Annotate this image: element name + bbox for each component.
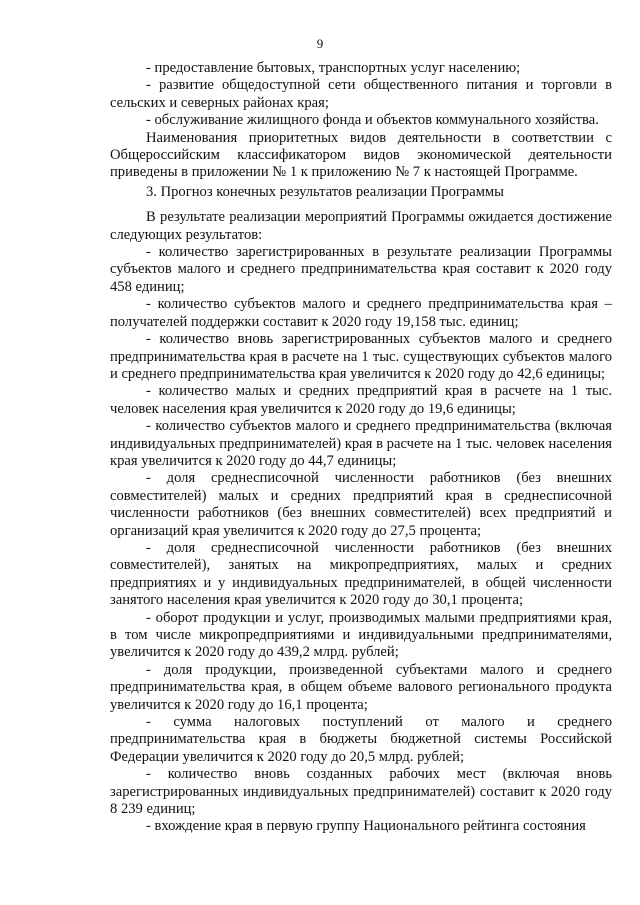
paragraph: - развитие общедоступной сети общественного питания и торговли в сельских и северных районах края; — [110, 77, 612, 111]
result-item: - количество субъектов малого и среднего предпринимательства (включая индивидуальных предпринимателей) края в расчете на 1 тыс. человек населения края увеличится к 2020 году до 44,7 единицы; — [110, 418, 612, 469]
result-item: - доля среднесписочной численности работников (без внешних совместителей), занятых на микропредприятиях, малых и средних предприятиях и у индивидуальных предпринимателей, в общей численности занятого населения края увеличится к 2020 году до 30,1 процента; — [110, 539, 612, 609]
paragraph: - предоставление бытовых, транспортных услуг населению; — [146, 60, 521, 76]
document-body — [110, 60, 612, 836]
section-heading: 3. Прогноз конечных результатов реализации Программы — [146, 183, 504, 200]
result-item: - количество субъектов малого и среднего предпринимательства края – получателей поддержки составит к 2020 году 19,158 тыс. единиц; — [110, 296, 612, 330]
result-item: - доля продукции, произведенной субъектами малого и среднего предпринимательства края, в общем объеме валового регионального продукта увеличится к 2020 году до 16,1 процента; — [110, 661, 612, 713]
paragraph: Наименования приоритетных видов деятельности в соответствии с Общероссийским классификатором видов экономической деятельности приведены в приложении № 1 к приложению № 7 к настоящей Программе. — [110, 129, 612, 181]
paragraph: - обслуживание жилищного фонда и объектов коммунального хозяйства. — [146, 112, 599, 129]
result-item: - доля среднесписочной численности работников (без внешних совместителей) малых и средних предприятий края в среднесписочной численности работников (без внешних совместителей) всех предприятий и организаций края увеличится к 2020 году до 27,5 процента; — [110, 470, 612, 539]
result-item: - оборот продукции и услуг, производимых малыми предприятиями края, в том числе микропредприятиями и индивидуальными предпринимателями, увеличится к 2020 году до 439,2 млрд. рублей; — [110, 609, 612, 661]
page-number: 9 — [316, 36, 324, 51]
result-item: - количество вновь созданных рабочих мест (включая вновь зарегистрированных индивидуальных предпринимателей) составит к 2020 году 8 239 единиц; — [110, 766, 612, 818]
result-item: - сумма налоговых поступлений от малого и среднего предпринимательства края в бюджеты бюджетной системы Российской Федерации увеличится к 2020 году до 20,5 млрд. рублей; — [110, 714, 612, 765]
result-item: - количество зарегистрированных в результате реализации Программы субъектов малого и среднего предпринимательства края составит к 2020 году 458 единиц; — [110, 244, 612, 295]
result-item: - количество малых и средних предприятий края в расчете на 1 тыс. человек населения края увеличится к 2020 году до 19,6 единицы; — [110, 383, 612, 417]
result-item: - вхождение края в первую группу Национального рейтинга состояния — [146, 818, 586, 835]
result-item: - количество вновь зарегистрированных субъектов малого и среднего предпринимательства края в расчете на 1 тыс. существующих субъектов малого и среднего предпринимательства края увеличится к 2020 году до 42,6 единицы; — [110, 331, 612, 382]
results-intro: В результате реализации мероприятий Программы ожидается достижение следующих результатов: — [110, 209, 612, 243]
